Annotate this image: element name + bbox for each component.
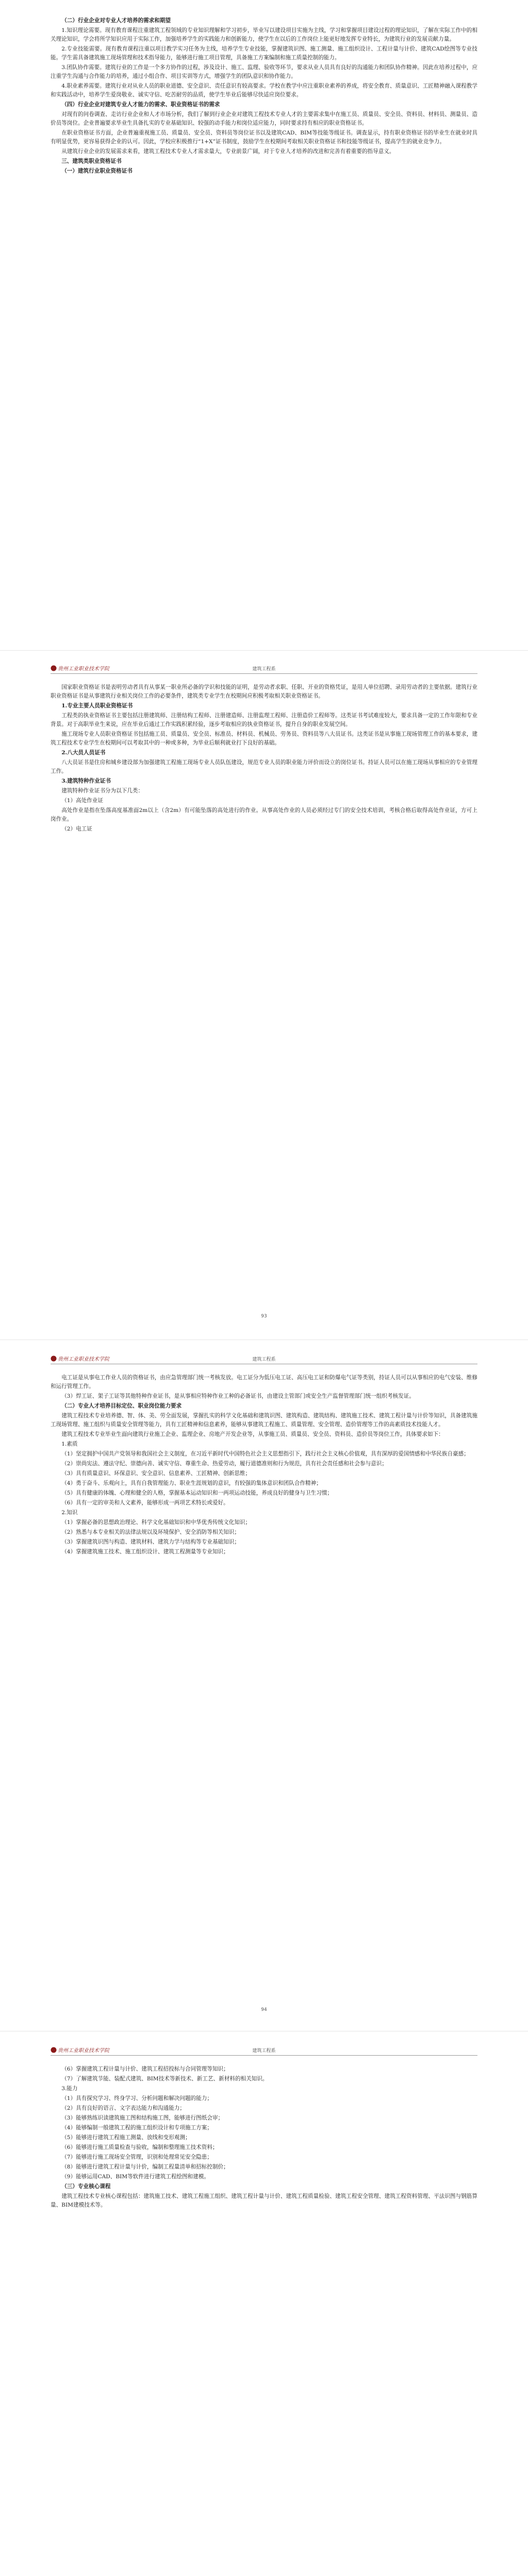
paragraph: （4）能够编制一般建筑工程的施工组织设计和专项施工方案； [61, 2125, 212, 2131]
page-header [51, 1353, 477, 1364]
document-page [0, 1346, 528, 2025]
paragraph: 对现有的问卷调查、走访行业企业和人才市场分析，我们了解到行业企业对建筑工程技术专业人才的主要需求集中在施工员、质量员、安全员、资料员、材料员、测量员、造价员等岗位。企业普遍要求毕业生具备扎实的专业基础知识、较强的动手能力和岗位适应能力，同时要求持有相应的职业资格证书。 [51, 111, 477, 126]
svg-text:贵州工业职业技术学院: 贵州工业职业技术学院 [58, 666, 109, 672]
page-body [51, 1374, 477, 1557]
paragraph: （1）具有探究学习、终身学习、分析问题和解决问题的能力； [61, 2095, 212, 2102]
page-header [51, 663, 477, 674]
page-body [51, 2065, 477, 2211]
paragraph: 建筑工程技术专业培养德、智、体、美、劳全面发展，掌握扎实的科学文化基础和建筑识图、建筑构造、建筑结构、建筑施工技术、建筑工程计量与计价等知识，具备建筑施工现场管理、施工组织与质量安全管理等能力，具有工匠精神和信息素养，能够从事建筑工程施工、质量管理、安全管理、造价管理等工作的高素质技术技能人才。 [51, 1413, 477, 1428]
section-heading: 三、建筑类职业资格证书 [61, 158, 122, 164]
document-page [0, 5, 528, 639]
paragraph: （3）掌握建筑识图与构造、建筑材料、建筑力学与结构等专业基础知识； [61, 1539, 240, 1545]
paragraph: 国家职业资格证书是表明劳动者具有从事某一职业所必备的学识和技能的证明，是劳动者求职、任职、开业的资格凭证，是用人单位招聘、录用劳动者的主要依据。建筑行业职业资格证书是从事建筑行业相关岗位工作的必要条件，建筑类专业学生在校期间应积极考取相关职业资格证书。 [51, 684, 477, 699]
page-separator [0, 650, 528, 651]
paragraph: （2）熟悉与本专业相关的法律法规以及环境保护、安全消防等相关知识； [61, 1529, 240, 1535]
page-number: 94 [261, 2007, 267, 2012]
paragraph: 建筑特种作业证书分为以下几类： [61, 788, 144, 794]
page-body [51, 683, 477, 835]
paragraph: （6）具有一定的审美和人文素养，能够形成一两项艺术特长或爱好。 [61, 1500, 229, 1506]
paragraph: （3）焊工证、架子工证等其他特种作业证书，是从事相应特种作业工种的必备证书，由建设主管部门或安全生产监督管理部门统一组织考核发证。 [61, 1393, 415, 1399]
document-page [0, 655, 528, 1331]
paragraph: 八大员证书是住房和城乡建设部为加强建筑工程施工现场专业人员队伍建设，规范专业人员的职业能力评价而设立的岗位证书。持证人员可以在施工现场从事相应的专业管理工作。 [51, 759, 477, 774]
paragraph: （1）坚定拥护中国共产党领导和我国社会主义制度，在习近平新时代中国特色社会主义思想指引下，践行社会主义核心价值观，具有深厚的爱国情感和中华民族自豪感； [61, 1451, 469, 1457]
paragraph: 建筑工程技术专业毕业生面向建筑行业施工企业、监理企业、房地产开发企业等，从事施工员、质量员、安全员、资料员、造价员等岗位工作，具体要求如下： [61, 1431, 444, 1437]
paragraph: 工程类的执业资格证书主要包括注册建筑师、注册结构工程师、注册建造师、注册监理工程师、注册造价工程师等。这类证书考试难度较大，要求具备一定的工作年限和专业背景。对于高职毕业生来说，应在毕业后通过工作实践积累经验，逐步考取相应的执业资格证书，提升自身的职业发展空间。 [51, 713, 477, 727]
header-title: 建筑工程系 [252, 667, 276, 672]
paragraph: 2.知识 [61, 1510, 78, 1516]
paragraph: 1.知识理论需要。现有教育课程注重建筑工程领域的专业知识理解和学习初步，毕业写以建设项目实施为主线，学习和掌握项目建设过程的理论知识，了解在实际工作中的相关理论知识，学会将所学知识应用于实际工作，加强培养学生的实践能力和创新能力，使学生在以后的工作岗位上能更好地发挥专业特长，为建筑行业的发展贡献力量。 [51, 27, 477, 42]
paragraph: （5）能够进行建筑工程施工测量、放线和变形观测； [61, 2134, 191, 2141]
paragraph: 3.团队协作需要。建筑行业的工作是一个多方协作的过程，涉及设计、施工、监理、验收等环节，要求从业人员具有良好的沟通能力和团队协作精神。因此在培养过程中，应注重学生沟通与合作能力的培养，通过小组合作、项目实训等方式，增强学生的团队意识和协作能力。 [51, 64, 477, 79]
document-page [0, 2037, 528, 2576]
header-title: 建筑工程系 [252, 2048, 276, 2054]
paragraph: （3）具有质量意识、环保意识、安全意识、信息素养、工匠精神、创新思维； [61, 1470, 251, 1477]
svg-text:贵州工业职业技术学院: 贵州工业职业技术学院 [58, 1357, 109, 1362]
paragraph: （1）掌握必备的思想政治理论、科学文化基础知识和中华优秀传统文化知识； [61, 1519, 251, 1526]
paragraph: 施工现场专业人员职业资格证书包括施工员、质量员、安全员、标准员、材料员、机械员、劳务员、资料员等八大员证书。这类证书是从事施工现场管理工作的基本要求，建筑工程技术专业学生在校期间可以考取其中的一种或多种，为毕业后顺利就业打下良好的基础。 [51, 731, 477, 746]
section-heading: 1.专业主要人员职业资格证书 [61, 703, 133, 709]
paragraph: 建筑工程技术专业核心课程包括：建筑施工技术、建筑工程施工组织、建筑工程计量与计价、建筑工程质量检验、建筑工程安全管理、建筑工程资料管理、平法识图与钢筋算量、BIM建模技术等。 [51, 2193, 477, 2208]
paragraph: （6）能够进行施工质量检查与验收，编制和整理施工技术资料； [61, 2144, 218, 2150]
paragraph: 从建筑行业企业的发展需求来看，建筑工程技术专业人才需求量大，专业前景广阔，对于专业人才培养的改进和完善有着重要的指导意义。 [61, 148, 395, 155]
paragraph: （2）具有良好的语言、文字表达能力和沟通能力； [61, 2105, 185, 2111]
paragraph: 4.职业素养需要。建筑行业对从业人员的职业道德、安全意识、责任意识有较高要求。学校在教学中应注重职业素养的养成，将安全教育、质量意识、工匠精神融入课程教学和实践活动中，培养学生爱岗敬业、诚实守信、吃苦耐劳的品质，使学生毕业后能够尽快适应岗位要求。 [51, 83, 477, 98]
header-title: 建筑工程系 [252, 1357, 276, 1362]
section-heading: （二）专业人才培养目标定位、职业岗位能力要求 [61, 1403, 182, 1409]
paragraph: 在职业资格证书方面，企业普遍重视施工员、质量员、安全员、资料员等岗位证书以及建筑CAD、BIM等技能等级证书。调查显示，持有职业资格证书的毕业生在就业时具有明显优势，更容易获得企业的认可。因此，学校应积极推行“1+X”证书制度，鼓励学生在校期间考取相关职业资格证书和技能等级证书，提高学生的就业竞争力。 [51, 130, 477, 145]
paragraph: （2）崇尚宪法、遵法守纪、崇德向善、诚实守信、尊重生命、热爱劳动，履行道德准则和行为规范，具有社会责任感和社会参与意识； [61, 1461, 387, 1467]
section-heading: （三）专业核心课程 [61, 2183, 111, 2190]
paragraph: 3.能力 [61, 2086, 78, 2092]
paragraph: （5）具有健康的体魄、心理和健全的人格，掌握基本运动知识和一两项运动技能，养成良好的健身与卫生习惯； [61, 1490, 333, 1496]
paragraph: （4）掌握建筑施工技术、施工组织设计、建筑工程测量等专业知识； [61, 1549, 229, 1555]
paragraph: （4）勇于奋斗、乐观向上，具有自我管理能力、职业生涯规划的意识，有较强的集体意识和团队合作精神； [61, 1480, 322, 1486]
paragraph: （8）能够进行建筑工程计量与计价，编制工程量清单和招标控制价； [61, 2164, 229, 2170]
paragraph: （1）高处作业证 [61, 798, 104, 804]
page-header [51, 2044, 477, 2056]
svg-text:贵州工业职业技术学院: 贵州工业职业技术学院 [58, 2048, 109, 2054]
section-heading: 3.建筑特种作业证书 [61, 778, 111, 784]
paragraph: （2）电工证 [61, 826, 92, 832]
section-heading: （二）行业企业对专业人才培养的需求和期望 [61, 18, 171, 24]
paragraph: （6）掌握建筑工程计量与计价、建筑工程招投标与合同管理等知识； [61, 2066, 229, 2072]
paragraph: 高处作业是指在坠落高度基准面2m以上（含2m）有可能坠落的高处进行的作业。从事高处作业的人员必须经过专门的安全技术培训，考核合格后取得高处作业证，方可上岗作业。 [51, 807, 477, 822]
paragraph: 2.专业技能需要。现有教育课程注重以项目教学实习任务为主线，培养学生专业技能，掌握建筑识图、施工测量、施工组织设计、工程计量与计价、建筑CAD绘图等专业技能。学生需具备建筑施工现场管理和技术指导能力，能够进行施工项目管理，具备施工方案编制和施工质量控制的能力。 [51, 46, 477, 61]
section-heading: （四）行业企业对建筑专业人才能力的需求、职业资格证书的需求 [61, 101, 220, 108]
page-body [51, 16, 477, 177]
paragraph: （7）了解建筑节能、装配式建筑、BIM技术等新技术、新工艺、新材料的相关知识。 [61, 2076, 268, 2082]
page-number: 93 [261, 1314, 267, 1319]
paragraph: （3）能够熟练识读建筑施工图和结构施工图，能够进行图纸会审； [61, 2115, 224, 2121]
paragraph: （9）能够运用CAD、BIM等软件进行建筑工程绘图和建模。 [61, 2174, 210, 2180]
paragraph: （7）能够进行施工现场安全管理，识别和处理常见安全隐患； [61, 2154, 212, 2160]
section-heading: （一）建筑行业职业资格证书 [61, 168, 133, 174]
section-heading: 2.八大员人员证书 [61, 750, 106, 756]
paragraph: 1.素质 [61, 1441, 78, 1447]
paragraph: 电工证是从事电工作业人员的资格证书，由应急管理部门统一考核发放。电工证分为低压电工证、高压电工证和防爆电气证等类别，持证人员可以从事相应的电气安装、维修和运行管理工作。 [51, 1375, 477, 1389]
